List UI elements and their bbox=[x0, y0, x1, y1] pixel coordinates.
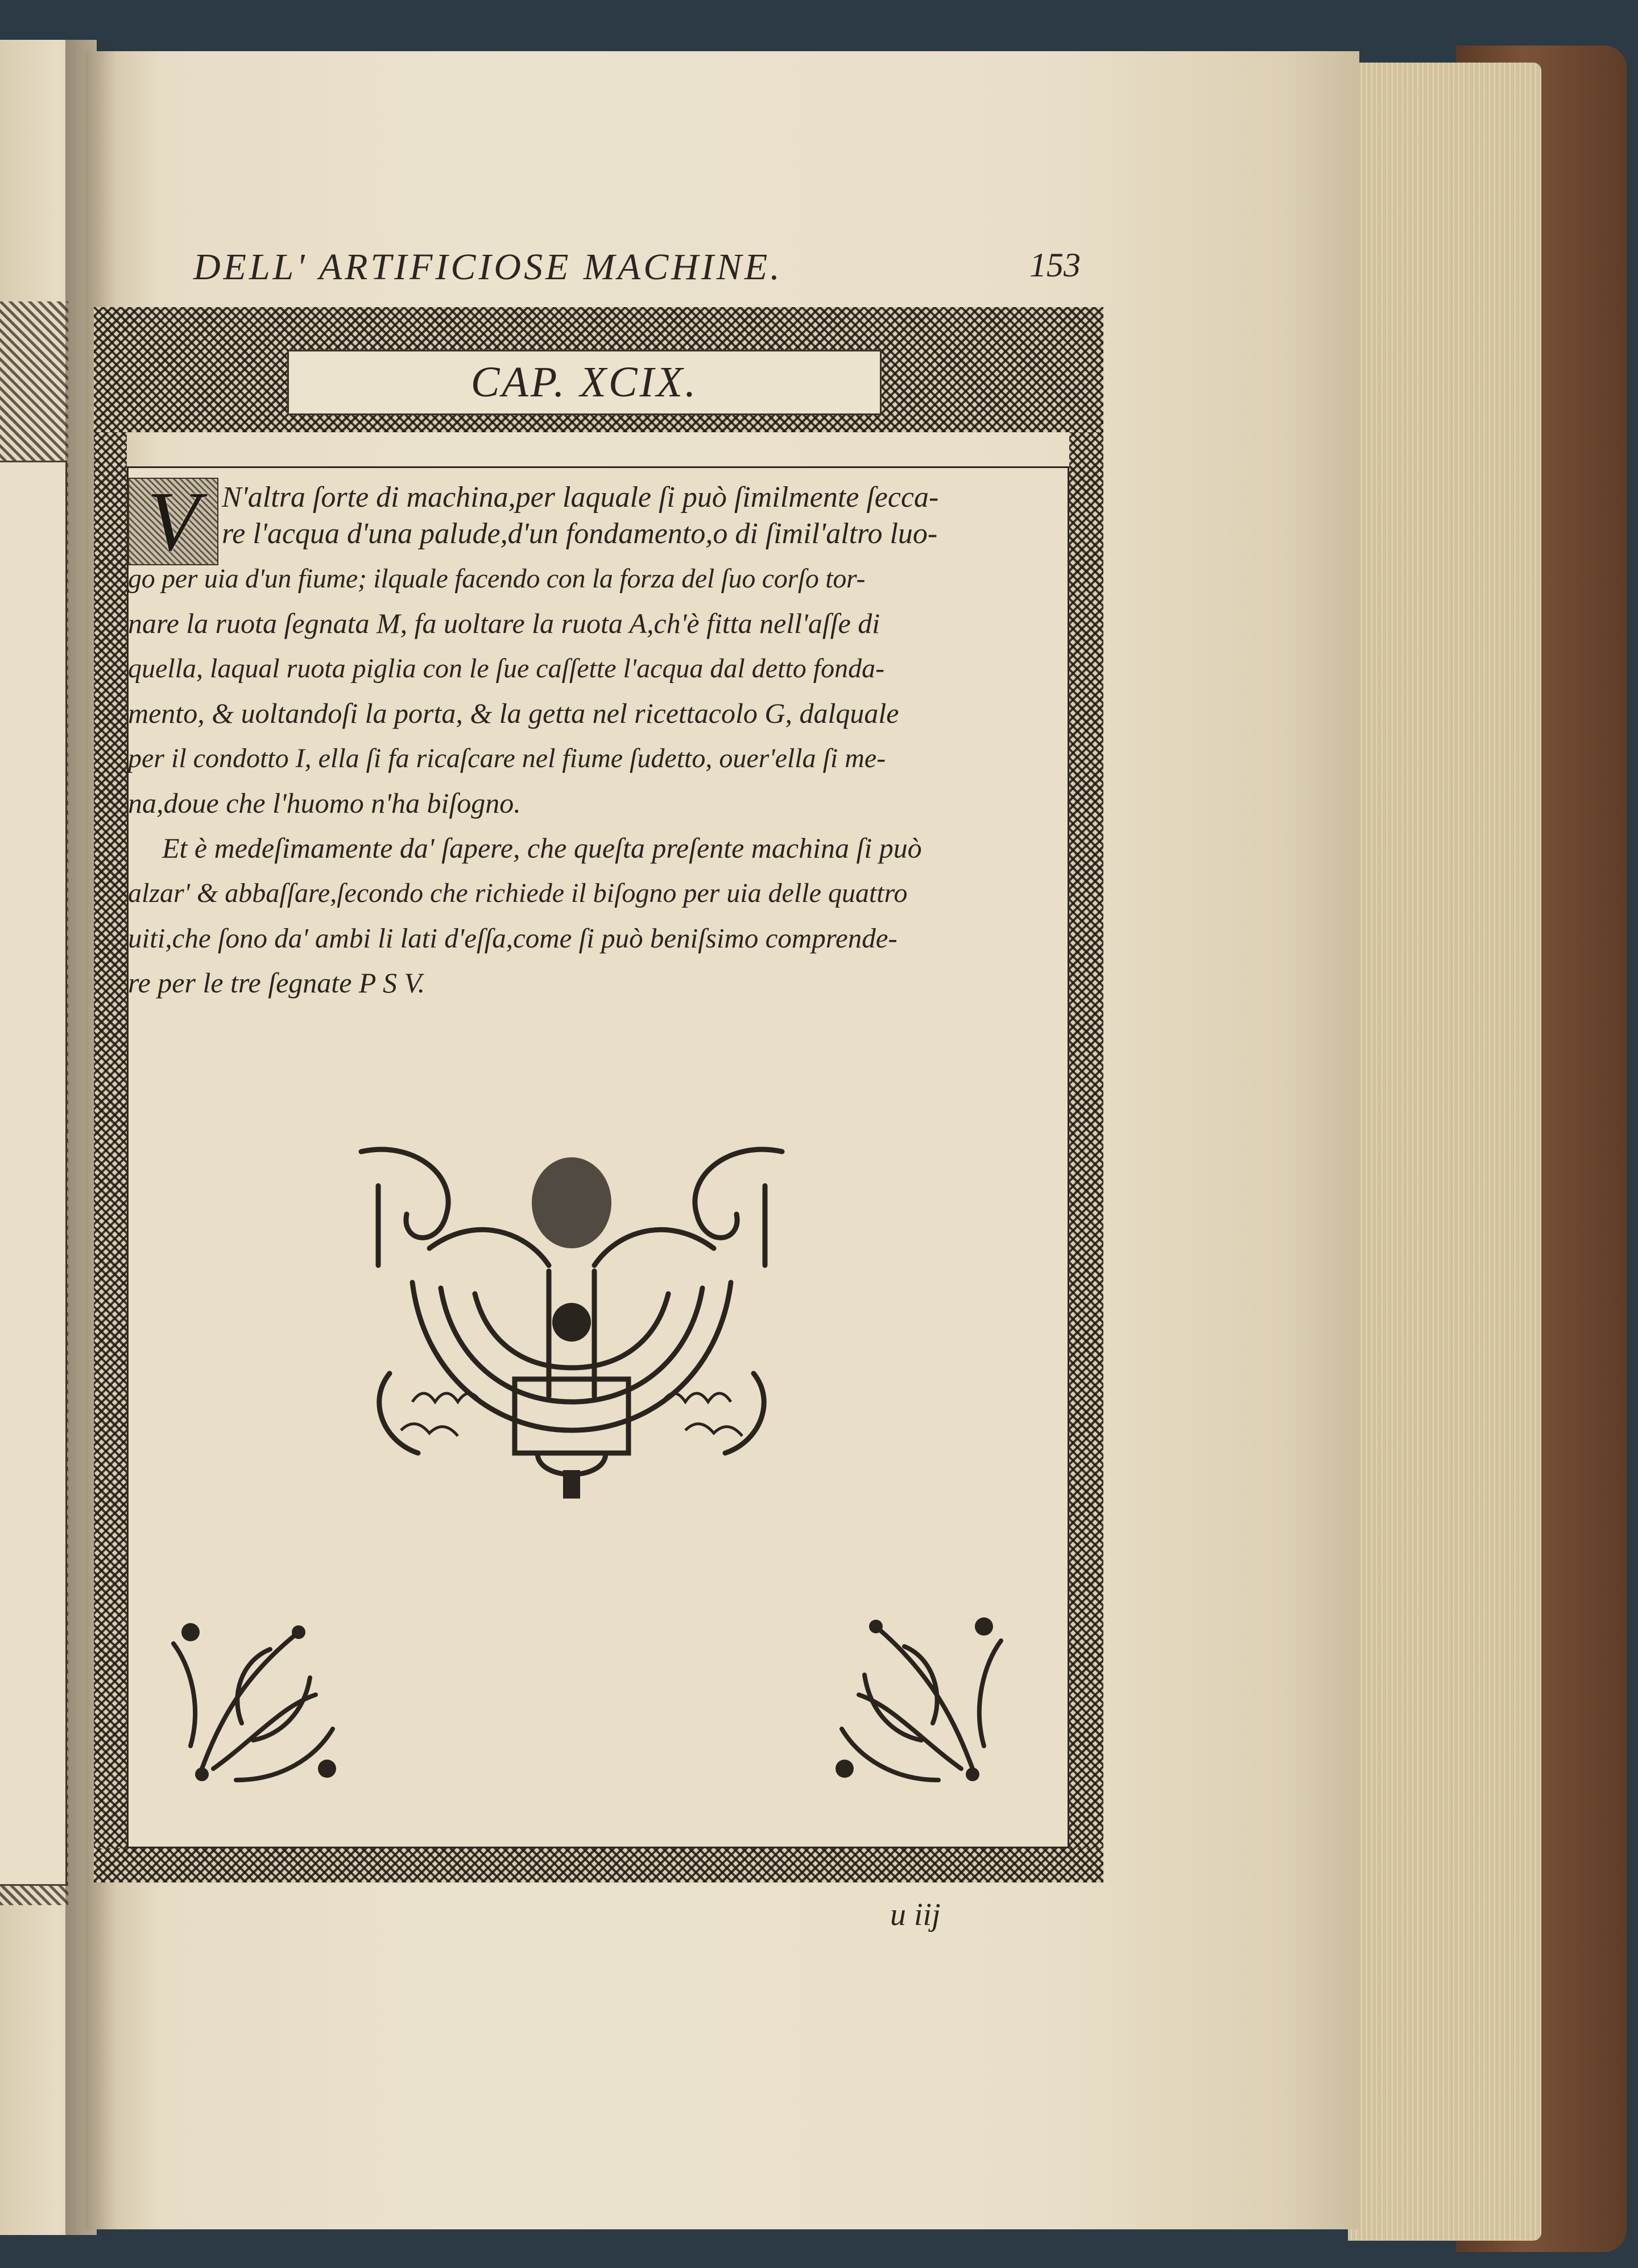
text-line: Et è medeſimamente da' ſapere, che queſta preſente machina ſi può bbox=[162, 832, 922, 864]
running-head: DELL' ARTIFICIOSE MACHINE. bbox=[193, 246, 783, 288]
text-line: nare la ruota ſegnata M, fa uoltare la ruota A,ch'è fitta nell'aſſe di bbox=[128, 607, 880, 639]
text-line: uiti,che ſono da' ambi li lati d'eſſa,come ſi può beniſsimo comprende- bbox=[128, 922, 897, 954]
text-line: per il condotto I, ella ſi fa ricaſcare nel fiume ſudetto, ouer'ella ſi me- bbox=[128, 743, 886, 773]
text-line: na,doue che l'huomo n'ha biſogno. bbox=[128, 787, 521, 819]
text-line: re l'acqua d'una palude,d'un fondamento,o di ſimil'altro luo- bbox=[222, 518, 938, 550]
facing-page-plate bbox=[0, 461, 67, 1886]
text-line: alzar' & abbaſſare,ſecondo che richiede il biſogno per uia delle quattro bbox=[128, 878, 908, 908]
body-text bbox=[128, 475, 1061, 999]
text-line: quella, laqual ruota piglia con le ſue caſſette l'acqua dal detto fonda- bbox=[128, 653, 885, 684]
signature-mark: u iij bbox=[890, 1897, 941, 1932]
initial-letter: V bbox=[147, 474, 200, 569]
headpiece-ornament bbox=[344, 1135, 799, 1501]
text-line: go per uia d'un fiume; ilquale facendo con la forza del ſuo corſo tor- bbox=[128, 564, 866, 594]
chapter-heading: CAP. XCIX. bbox=[287, 350, 882, 415]
text-line: N'altra ſorte di machina,per laquale ſi può ſimilmente ſecca- bbox=[222, 481, 939, 514]
text-line: mento, & uoltandoſi la porta, & la getta nel ricettacolo G, dalquale bbox=[128, 697, 899, 729]
page-edges bbox=[1348, 63, 1541, 2241]
frame-bottom-border bbox=[94, 1848, 1103, 1882]
fleuron-left-ornament bbox=[168, 1609, 344, 1791]
frame-left-border bbox=[94, 432, 127, 1865]
frame-right-border bbox=[1069, 432, 1103, 1865]
fleuron-right-ornament bbox=[822, 1604, 1007, 1794]
page-number: 153 bbox=[1029, 246, 1081, 284]
text-line: re per le tre ſegnate P S V. bbox=[128, 967, 425, 999]
